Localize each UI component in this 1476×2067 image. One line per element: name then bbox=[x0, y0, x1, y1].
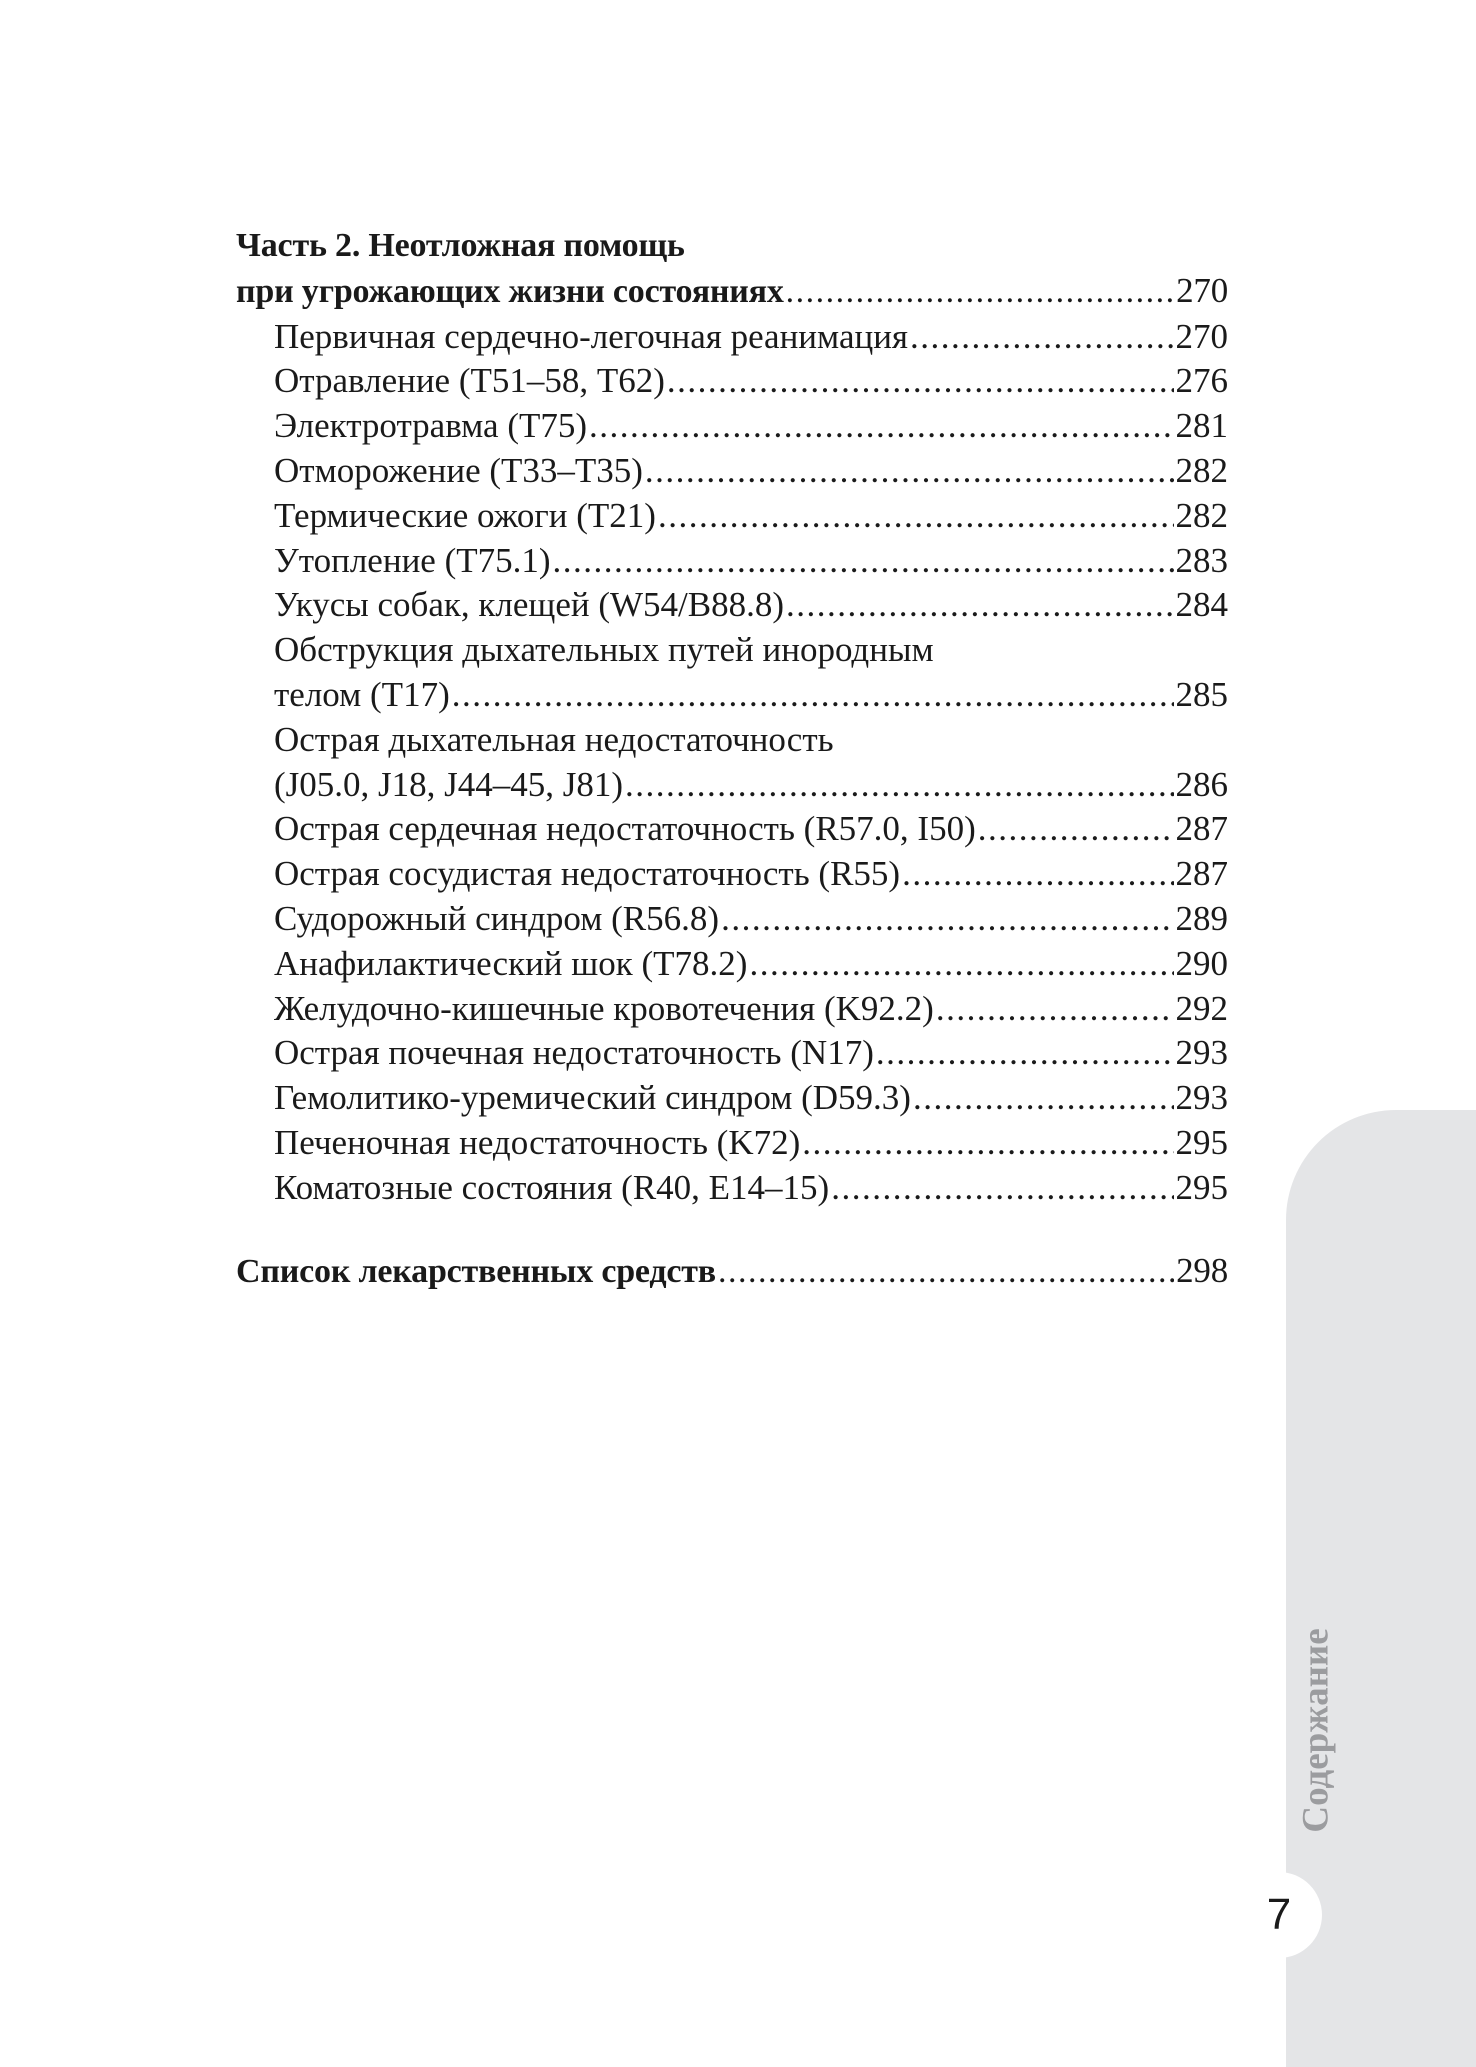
toc-entry-page: 284 bbox=[1175, 585, 1228, 625]
dot-leader bbox=[978, 807, 1174, 852]
toc-final-label: Список лекарственных средств bbox=[236, 1252, 716, 1290]
toc-entry-label: Острая почечная недостаточность (N17) bbox=[274, 1033, 874, 1073]
dot-leader bbox=[452, 673, 1174, 718]
toc-entry-page: 287 bbox=[1175, 809, 1228, 849]
dot-leader bbox=[936, 987, 1174, 1032]
toc-entry-label: Отравление (Т51–58, Т62) bbox=[274, 361, 665, 401]
dot-leader bbox=[786, 583, 1173, 628]
toc-entry-page: 287 bbox=[1175, 854, 1228, 894]
dot-leader bbox=[902, 852, 1173, 897]
toc-entry[interactable] bbox=[236, 987, 1228, 1032]
toc-entry-label: Печеночная недостаточность (K72) bbox=[274, 1122, 801, 1162]
dot-leader bbox=[913, 1076, 1174, 1121]
toc-entry[interactable] bbox=[236, 897, 1228, 942]
toc-entry-page: 295 bbox=[1175, 1167, 1228, 1207]
toc-entry[interactable] bbox=[236, 1121, 1228, 1166]
toc-entry[interactable] bbox=[236, 315, 1228, 360]
toc-entry-label: Острая сердечная недостаточность (R57.0, I50) bbox=[274, 809, 976, 849]
toc-entry-wrap-line[interactable] bbox=[236, 718, 1228, 763]
toc-entry-page: 295 bbox=[1175, 1122, 1228, 1162]
section-gap bbox=[236, 1211, 1228, 1249]
toc-entry[interactable] bbox=[236, 404, 1228, 449]
toc-entry-page: 286 bbox=[1175, 764, 1228, 804]
toc-part-page: 270 bbox=[1176, 270, 1228, 310]
toc-entry[interactable] bbox=[236, 807, 1228, 852]
toc-entry-page: 281 bbox=[1175, 406, 1228, 446]
toc-entry-label: Гемолитико-уремический синдром (D59.3) bbox=[274, 1078, 911, 1118]
toc-entry-page: 289 bbox=[1175, 898, 1228, 938]
toc-entry[interactable] bbox=[236, 494, 1228, 539]
toc-entry-label: Утопление (Т75.1) bbox=[274, 540, 551, 580]
toc-entry[interactable] bbox=[236, 852, 1228, 897]
section-label bbox=[1294, 1620, 1338, 1840]
toc-entry-page: 293 bbox=[1175, 1033, 1228, 1073]
toc-entry-label: Коматозные состояния (R40, E14–15) bbox=[274, 1167, 830, 1207]
toc-entry-label: телом (Т17) bbox=[274, 674, 450, 714]
toc-entry[interactable] bbox=[236, 673, 1228, 718]
toc-entry-label: Электротравма (Т75) bbox=[274, 406, 588, 446]
toc-entry-label: Отморожение (Т33–Т35) bbox=[274, 450, 643, 490]
dot-leader bbox=[749, 942, 1173, 987]
toc-entry-page: 276 bbox=[1175, 361, 1228, 401]
toc-entry-label: Острая сосудистая недостаточность (R55) bbox=[274, 854, 901, 894]
toc-entry-label: Судорожный синдром (R56.8) bbox=[274, 898, 720, 938]
toc-final-entry[interactable] bbox=[236, 1249, 1228, 1295]
toc-entry-page: 290 bbox=[1175, 943, 1228, 983]
dot-leader bbox=[802, 1121, 1173, 1166]
toc-entry[interactable] bbox=[236, 1166, 1228, 1211]
toc-entry-page: 292 bbox=[1175, 988, 1228, 1028]
dot-leader bbox=[876, 1031, 1174, 1076]
toc-entry[interactable] bbox=[236, 763, 1228, 808]
dot-leader bbox=[553, 539, 1174, 584]
toc-final-page: 298 bbox=[1176, 1250, 1228, 1290]
toc-entry-page: 293 bbox=[1175, 1078, 1228, 1118]
toc-entry[interactable] bbox=[236, 1031, 1228, 1076]
toc-entry-label: Желудочно-кишечные кровотечения (K92.2) bbox=[274, 988, 934, 1028]
toc-entry[interactable] bbox=[236, 942, 1228, 987]
toc-entry-page: 285 bbox=[1175, 674, 1228, 714]
toc-part-entry[interactable] bbox=[236, 269, 1228, 315]
page-number: 7 bbox=[1266, 1890, 1292, 1939]
toc-part-title-line2: при угрожающих жизни состояниях bbox=[236, 272, 784, 310]
dot-leader bbox=[667, 359, 1174, 404]
toc-entry-label-line1: Обструкция дыхательных путей инородным bbox=[274, 630, 934, 670]
toc-entry-page: 282 bbox=[1175, 450, 1228, 490]
toc-entry-label: Термические ожоги (Т21) bbox=[274, 495, 656, 535]
dot-leader bbox=[910, 315, 1173, 360]
toc-entry-label: Первичная сердечно-легочная реанимация bbox=[274, 316, 909, 356]
table-of-contents bbox=[236, 224, 1228, 1294]
dot-leader bbox=[721, 897, 1173, 942]
dot-leader bbox=[645, 449, 1174, 494]
toc-entry-page: 282 bbox=[1175, 495, 1228, 535]
toc-entry-page: 283 bbox=[1175, 540, 1228, 580]
toc-entry[interactable] bbox=[236, 583, 1228, 628]
toc-entry[interactable] bbox=[236, 1076, 1228, 1121]
dot-leader bbox=[625, 763, 1173, 808]
toc-entry-label: Анафилактический шок (Т78.2) bbox=[274, 943, 748, 983]
toc-entry-label-line1: Острая дыхательная недостаточность bbox=[274, 719, 834, 759]
dot-leader bbox=[658, 494, 1174, 539]
toc-entry-label: (J05.0, J18, J44–45, J81) bbox=[274, 764, 624, 804]
toc-part-title[interactable] bbox=[236, 224, 1228, 269]
dot-leader bbox=[589, 404, 1173, 449]
toc-entry[interactable] bbox=[236, 359, 1228, 404]
toc-entry-page: 270 bbox=[1175, 316, 1228, 356]
toc-entry-wrap-line[interactable] bbox=[236, 628, 1228, 673]
toc-entry[interactable] bbox=[236, 449, 1228, 494]
toc-part-title-line1: Часть 2. Неотложная помощь bbox=[236, 227, 685, 264]
toc-entry-label: Укусы собак, клещей (W54/B88.8) bbox=[274, 585, 785, 625]
dot-leader bbox=[831, 1166, 1173, 1211]
dot-leader bbox=[718, 1250, 1174, 1295]
section-label-text: Содержание bbox=[1295, 1627, 1337, 1833]
dot-leader bbox=[786, 270, 1174, 315]
toc-entry[interactable] bbox=[236, 539, 1228, 584]
